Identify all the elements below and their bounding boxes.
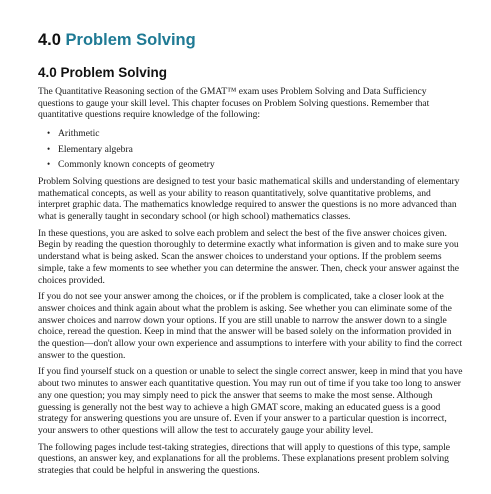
- body-paragraph: Problem Solving questions are designed to test your basic mathematical skills and understanding of elementary mathematical concepts, as well as your ability to reason quantitatively, solve quantitative problems, and interpret graphic data. The mathematics knowledge required to answer the questions is no more advanced than what is generally taught in secondary school (or high school) mathematics classes.: [38, 175, 460, 222]
- list-item-text: Elementary algebra: [58, 143, 133, 155]
- section-title: 4.0 Problem Solving: [38, 65, 168, 80]
- chapter-title-text: Problem Solving: [65, 31, 196, 49]
- body-paragraph: If you find yourself stuck on a question or unable to select the single correct answer, keep in mind that you have about two minutes to answer each quantitative question. You may run out of time if you take too long to answer any one question; you may simply need to pick the answer that seems to make the most sense. Although guessing is generally not the best way to achieve a high GMAT score, making an educated guess is a good strategy for answering questions you are unsure of. Even if your answer to a particular question is incorrect, your answers to other questions will allow the test to accurately gauge your ability level.: [38, 366, 463, 436]
- topic-list: [38, 126, 464, 173]
- body-paragraph: The following pages include test-taking strategies, directions that will apply to questions of this type, sample questions, an answer key, and explanations for all the problems. These explanations present problem solving strategies that could be helpful in answering the questions.: [38, 441, 450, 477]
- bullet-icon: •: [47, 159, 51, 170]
- intro-paragraph: The Quantitative Reasoning section of the GMAT™ exam uses Problem Solving and Data Sufficiency questions to gauge your skill level. This chapter focuses on Problem Solving questions. Remember that quantitative questions require knowledge of the following:: [38, 86, 430, 121]
- list-item: [47, 142, 464, 158]
- body-paragraph: In these questions, you are asked to solve each problem and select the best of the five answer choices given. Begin by reading the question thoroughly to determine exactly what information is given and to make sure you understand what is being asked. Scan the answer choices to understand your options. If the problem seems simple, take a few moments to see whether you can determine the answer. Then, check your answer against the choices provided.: [38, 227, 459, 286]
- document-page: [38, 30, 464, 482]
- list-item: [47, 157, 464, 173]
- list-item-text: Arithmetic: [58, 128, 100, 140]
- body-paragraph: If you do not see your answer among the choices, or if the problem is complicated, take a closer look at the answer choices and think again about what the problem is asking. See whether you can eliminate some of the answer choices and narrow down your options. If you are still unable to narrow the answer down to a single choice, reread the question. Keep in mind that the answer will be based solely on the information provided in the question—don't allow your own experience and assumptions to interfere with your ability to find the correct answer to the question.: [38, 291, 463, 361]
- chapter-number: 4.0: [38, 31, 61, 49]
- chapter-title: [38, 30, 464, 50]
- bullet-icon: •: [47, 128, 51, 139]
- bullet-icon: •: [47, 143, 51, 154]
- list-item: [47, 126, 464, 142]
- list-item-text: Commonly known concepts of geometry: [58, 159, 215, 171]
